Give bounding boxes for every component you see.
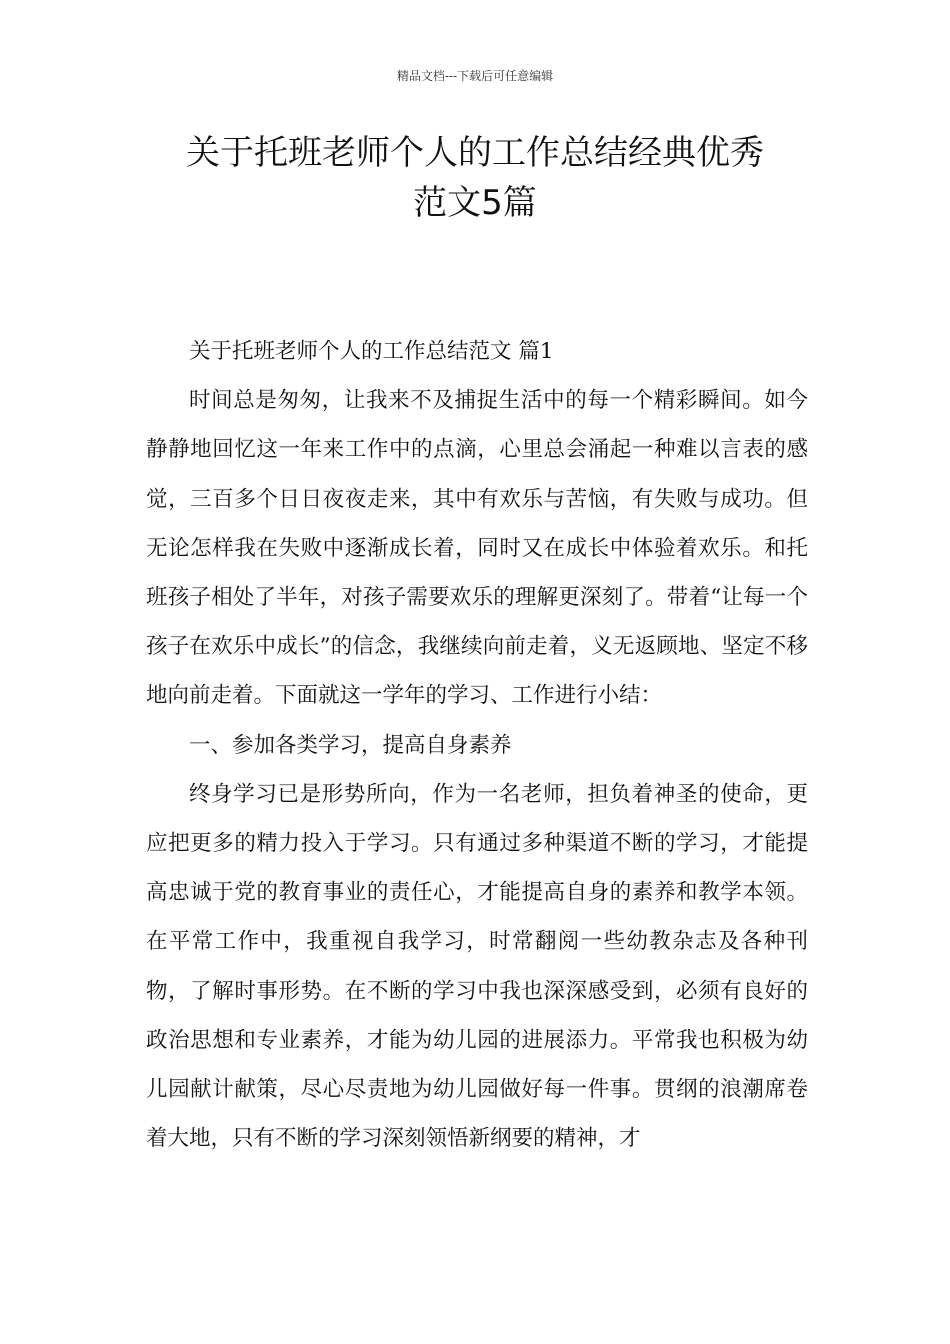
title-line-1: 关于托班老师个人的工作总结经典优秀 xyxy=(186,133,764,173)
section-heading-1: 关于托班老师个人的工作总结范文 篇1 xyxy=(189,339,554,364)
document-body xyxy=(146,327,808,1163)
title-line-2: 范文5篇 xyxy=(413,183,537,223)
document-title xyxy=(120,128,830,228)
paragraph-1: 时间总是匆匆，让我来不及捕捉生活中的每一个精彩瞬间。如今静静地回忆这一年来工作中的点滴，心里总会涌起一种难以言表的感觉，三百多个日日夜夜走来，其中有欢乐与苦恼，有失败与成功。但无论怎样我在失败中逐渐成长着，同时又在成长中体验着欢乐。和托班孩子相处了半年，对孩子需要欢乐的理解更深刻了。带着“让每一个孩子在欢乐中成长”的信念，我继续向前走着，义无返顾地、坚定不移地向前走着。下面就这一学年的学习、工作进行小结： xyxy=(146,388,808,709)
section-heading-2: 一、参加各类学习，提高自身素养 xyxy=(189,732,512,758)
paragraph-2: 终身学习已是形势所向，作为一名老师，担负着神圣的使命，更应把更多的精力投入于学习。只有通过多种渠道不断的学习，才能提高忠诚于党的教育事业的责任心，才能提高自身的素养和教学本领。在平常工作中，我重视自我学习，时常翻阅一些幼教杂志及各种刊物，了解时事形势。在不断的学习中我也深深感受到，必须有良好的政治思想和专业素养，才能为幼儿园的进展添力。平常我也积极为幼儿园献计献策，尽心尽责地为幼儿园做好每一件事。贯纲的浪潮席卷着大地，只有不断的学习深刻领悟新纲要的精神，才 xyxy=(146,781,808,1152)
header-note: 精品文档---下载后可任意编辑 xyxy=(396,69,554,83)
